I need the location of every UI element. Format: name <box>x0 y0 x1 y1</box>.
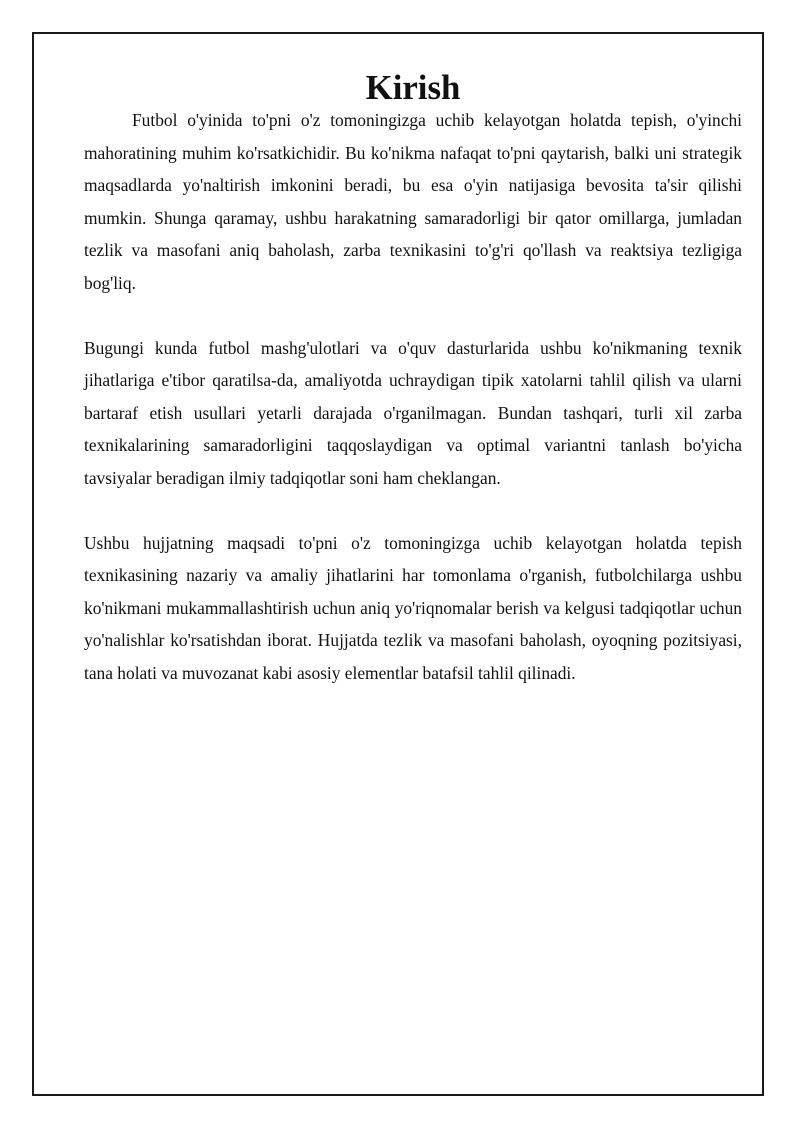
document-body <box>84 68 742 689</box>
paragraph-spacer <box>84 494 742 527</box>
paragraph-1: Futbol o'yinida to'pni o'z tomoningizga uchib kelayotgan holatda tepish, o'yinchi mahoratining muhim ko'rsatkichidir. Bu ko'nikma nafaqat to'pni qaytarish, balki uni strategik maqsadlarda yo'naltirish imkonini beradi, bu esa o'yin natijasiga bevosita ta'sir qilishi mumkin. Shunga qaramay, ushbu harakatning samaradorligi bir qator omillarga, jumladan tezlik va masofani aniq baholash, zarba texnikasini to'g'ri qo'llash va reaktsiya tezligiga bog'liq. <box>84 110 742 293</box>
paragraph-2: Bugungi kunda futbol mashg'ulotlari va o'quv dasturlarida ushbu ko'nikmaning texnik jihatlariga e'tibor qaratilsa-da, amaliyotda uchraydigan tipik xatolarni tahlil qilish va ularni bartaraf etish usullari yetarli darajada o'rganilmagan. Bundan tashqari, turli xil zarba texnikalarining samaradorligini taqqoslaydigan va optimal variantni tanlash bo'yicha tavsiyalar beradigan ilmiy tadqiqotlar soni ham cheklangan. <box>84 337 742 488</box>
paragraph-spacer <box>84 299 742 332</box>
document-title: Kirish <box>365 68 461 107</box>
paragraph-3: Ushbu hujjatning maqsadi to'pni o'z tomoningizga uchib kelayotgan holatda tepish texnikasining nazariy va amaliy jihatlarini har tomonlama o'rganish, futbolchilarga ushbu ko'nikmani mukammallashtirish uchun aniq yo'riqnomalar berish va kelgusi tadqiqotlar uchun yo'nalishlar ko'rsatishdan iborat. Hujjatda tezlik va masofani baholash, oyoqning pozitsiyasi, tana holati va muvozanat kabi asosiy elementlar batafsil tahlil qilinadi. <box>84 532 742 683</box>
